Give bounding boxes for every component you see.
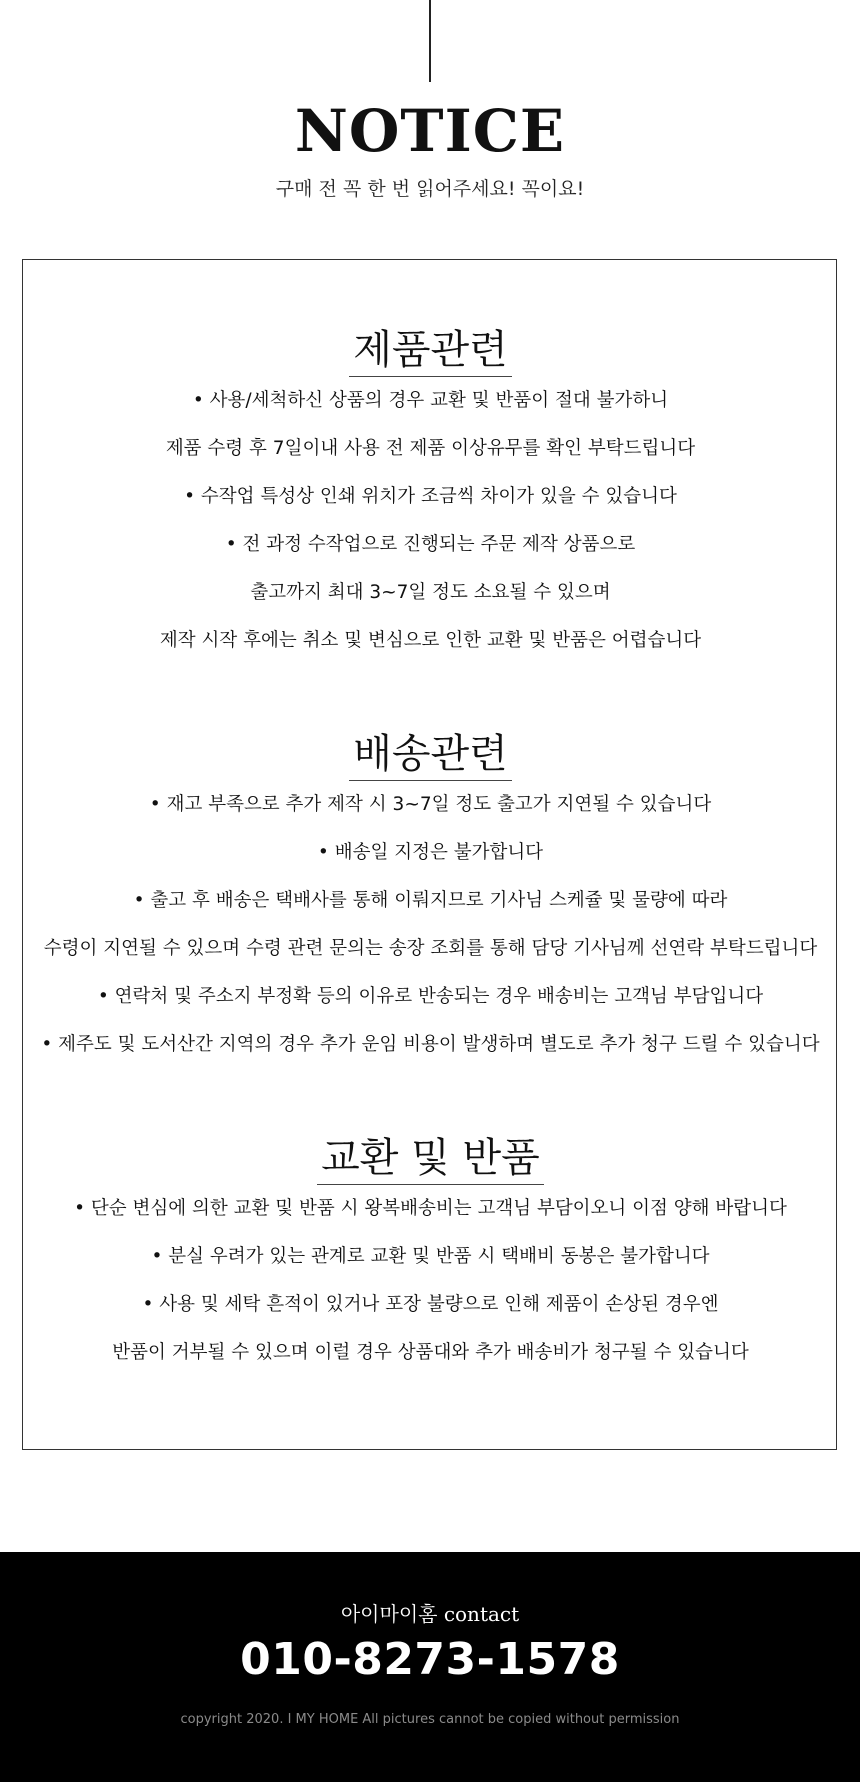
top-divider-line xyxy=(429,0,431,82)
notice-title: NOTICE xyxy=(294,97,566,165)
notice-line: • 분실 우려가 있는 관계로 교환 및 반품 시 택배비 동봉은 불가합니다 xyxy=(151,1246,710,1267)
notice-line: • 연락처 및 주소지 부정확 등의 이유로 반송되는 경우 배송비는 고객님 부담입니다 xyxy=(97,986,764,1007)
contact-label: 아이마이홈 contact xyxy=(340,1602,520,1626)
section-heading: 교환 및 반품 xyxy=(23,1134,838,1185)
notice-line: • 사용 및 세탁 흔적이 있거나 포장 불량으로 인해 제품이 손상된 경우엔 xyxy=(142,1294,719,1315)
notice-line: • 제주도 및 도서산간 지역의 경우 추가 운임 비용이 발생하며 별도로 추가 청구 드릴 수 있습니다 xyxy=(41,1034,820,1055)
notice-box xyxy=(22,259,837,1450)
contact-phone: 010-8273-1578 xyxy=(240,1634,620,1685)
notice-line: 제작 시작 후에는 취소 및 변심으로 인한 교환 및 반품은 어렵습니다 xyxy=(159,630,702,651)
notice-line: • 사용/세척하신 상품의 경우 교환 및 반품이 절대 불가하니 xyxy=(192,390,669,411)
notice-line: 반품이 거부될 수 있으며 이럴 경우 상품대와 추가 배송비가 청구될 수 있습니다 xyxy=(112,1342,749,1363)
notice-line: • 재고 부족으로 추가 제작 시 3~7일 정도 출고가 지연될 수 있습니다 xyxy=(149,794,712,815)
notice-line: 제품 수령 후 7일이내 사용 전 제품 이상유무를 확인 부탁드립니다 xyxy=(165,438,696,459)
section-heading: 제품관련 xyxy=(23,326,838,377)
section-product xyxy=(23,326,838,665)
copyright-text: copyright 2020. I MY HOME All pictures cannot be copied without permission xyxy=(180,1712,680,1727)
section-shipping xyxy=(23,730,838,1069)
notice-line: • 배송일 지정은 불가합니다 xyxy=(317,842,544,863)
section-exchange-return xyxy=(23,1134,838,1377)
notice-line: 출고까지 최대 3~7일 정도 소요될 수 있으며 xyxy=(250,582,611,603)
notice-line: • 출고 후 배송은 택배사를 통해 이뤄지므로 기사님 스케쥴 및 물량에 따라 xyxy=(133,890,728,911)
notice-line: 수령이 지연될 수 있으며 수령 관련 문의는 송장 조회를 통해 담당 기사님께 선연락 부탁드립니다 xyxy=(43,938,818,959)
footer-contact xyxy=(0,1552,860,1782)
notice-line: • 수작업 특성상 인쇄 위치가 조금씩 차이가 있을 수 있습니다 xyxy=(184,486,677,507)
notice-line: • 전 과정 수작업으로 진행되는 주문 제작 상품으로 xyxy=(225,534,636,555)
notice-line: • 단순 변심에 의한 교환 및 반품 시 왕복배송비는 고객님 부담이오니 이점 양해 바랍니다 xyxy=(74,1198,787,1219)
notice-subtitle: 구매 전 꼭 한 번 읽어주세요! 꼭이요! xyxy=(275,178,585,200)
section-heading: 배송관련 xyxy=(23,730,838,781)
